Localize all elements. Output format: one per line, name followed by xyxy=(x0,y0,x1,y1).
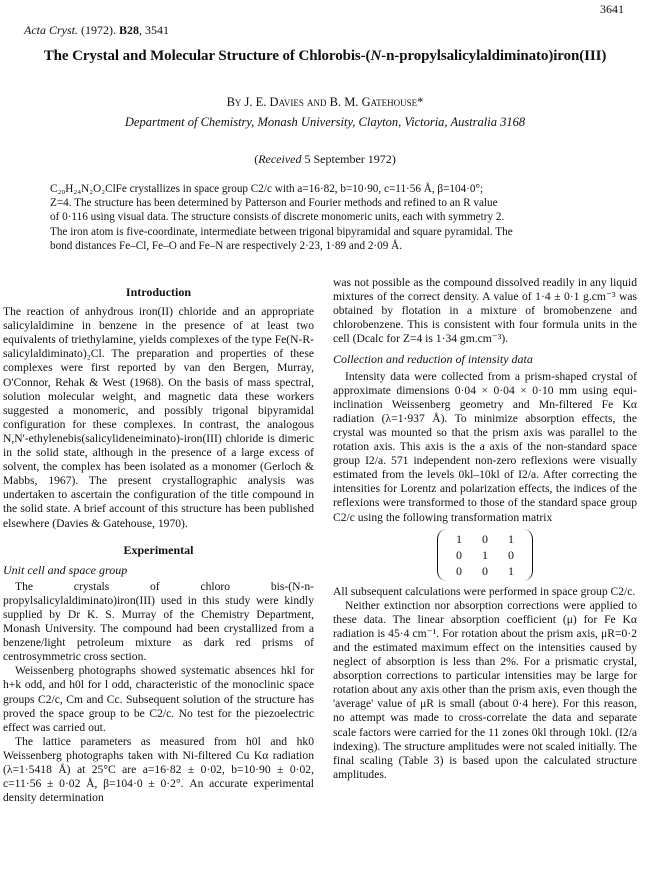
matrix-cell: 0 xyxy=(456,563,462,578)
heading-introduction: Introduction xyxy=(125,285,192,299)
received-label: Received xyxy=(258,152,302,166)
title-part-2: -n-propylsalicylaldiminato)iron(III) xyxy=(381,48,607,64)
abstract xyxy=(50,182,598,253)
transformation-matrix xyxy=(333,529,637,581)
abstract-line: Z=4. The structure has been determined by Patterson and Fourier methods and refined to an R value xyxy=(50,197,498,210)
received-date: (Received 5 September 1972) xyxy=(254,152,396,166)
matrix-cell: 1 xyxy=(508,531,514,546)
paragraph: The lattice parameters as measured from h0l and hk0 Weissenberg photographs taken with Ni-filtered Cu Kα radiation (λ=1·5418 Å) at 25°C are a=16·82 ± 0·02, b=10·90 ± 0·02, c=11·56 ± 0·02 Å, β=104·0 ± 0·2°. An accurate experimental density determination xyxy=(3,734,314,805)
abstract-line: bond distances Fe–Cl, Fe–O and Fe–N are respectively 2·23, 1·89 and 2·09 Å. xyxy=(50,239,403,252)
right-column xyxy=(333,276,637,782)
abstract-line: C₂₀H₂₄N₂O₂ClFe crystallizes in space group C2/c with a=16·82, b=10·90, c=11·56 Å, β=104·0°; xyxy=(50,183,484,195)
matrix-cell: 0 xyxy=(456,547,462,562)
intro-paragraph: The reaction of anhydrous iron(II) chloride and an appropriate salicylaldimine in benzene in the presence of at least two equivalents of triethylamine, yields complexes of the type Fe(N-R-salicylaldiminato)₂Cl. The preparation and properties of these complexes were first reported by van den Bergen, Murray, O'Connor, Rehak & West (1968). On the basis of mass spectral, solution molecular weight, and magnetic data these workers suggested a monomeric, and possibly trigonal bipyramidal configuration for these complexes. In contrast, the analogous N,N'-ethylenebis(salicylideneiminato)-iron(III) chloride is dimeric in the solid state, although in the presence of a large excess of solvent, the complex has been isolated as a monomer (Gerloch & Mabbs, 1967). The present crystallographic analysis was undertaken to ascertain the configuration of the title compound in the solid state. A brief account of this structure has been published elsewhere (Davies & Gatehouse, 1970). xyxy=(3,305,314,530)
matrix-cell: 1 xyxy=(482,547,488,562)
subheading-collection: Collection and reduction of intensity data xyxy=(333,352,533,367)
article-title xyxy=(10,48,640,65)
matrix-cell: 0 xyxy=(508,547,514,562)
paragraph: The crystals of chloro bis-(N-n-propylsalicylaldiminato)iron(III) used in this study were kindly supplied by Dr K. S. Murray of the Chemistry Department, Monash University. The compound had been crystallized from a benzene/light petroleum mixture as dark red prisms of centrosymmetric cross section. xyxy=(3,579,314,664)
affiliation: Department of Chemistry, Monash University, Clayton, Victoria, Australia 3168 xyxy=(124,115,526,129)
paragraph: Intensity data were collected from a prism-shaped crystal of approximate dimensions 0·04 × 0·04 × 0·10 mm using equi-inclination Weissenberg geometry and Mn-filtered Fe Kα radiation (λ=1·937 Å). To minimize absorption effects, the crystal was mounted so that the prism axis was parallel to the rotation axis. This axis is the a axis of the non-standard space group I2/a. 571 independent non-zero reflexions were visually estimated from the levels 0kl–10kl of I2/a. After correcting the intensities for Lorentz and polarization effects, the indices of the reflexions were transformed to those of the standard space group C2/c using the following transformation matrix xyxy=(333,369,637,524)
abstract-line: of 0·116 using visual data. The structure consists of discrete monomeric units, each with symmetry 2. xyxy=(50,211,505,224)
matrix-cell: 0 xyxy=(482,563,488,578)
paragraph: Weissenberg photographs showed systematic absences hkl for h+k odd, and h0l for l odd, characteristic of the monoclinic space groups C2/c, Cm and Cc. Subsequent solution of the structure has proved the space group to be C2/c. No test for the piezoelectric effect was carried out. xyxy=(3,664,314,734)
paragraph: was not possible as the compound dissolved readily in any liquid mixtures of the correct density. A value of 1·4 ± 0·1 g.cm⁻³ was obtained by flotation in a mixture of bromobenzene and chlorobenzene. This is consistent with four formula units in the cell (Dcalc for Z=4 is 1·34 gm.cm⁻³). xyxy=(333,276,637,346)
authors: By J. E. Davies and B. M. Gatehouse* xyxy=(226,95,424,109)
citation-year: (1972). xyxy=(78,23,119,37)
paragraph: All subsequent calculations were performed in space group C2/c. xyxy=(333,584,636,598)
page-number: 3641 xyxy=(600,2,624,16)
journal-name: Acta Cryst. xyxy=(24,23,78,37)
title-italic: N xyxy=(370,48,382,64)
heading-experimental: Experimental xyxy=(123,542,194,557)
matrix-cell: 1 xyxy=(508,563,514,578)
citation-page: , 3541 xyxy=(139,23,170,37)
paragraph: Neither extinction nor absorption corrections were applied to these data. The linear absorption coefficient (μ) for Fe Kα radiation is 45·4 cm⁻¹. For rotation about the prism axis, μR=0·2 and the estimated maximum effect on the intensities caused by neglect of absorption is less than 2%. For a prismatic crystal, absorption corrections to particular intensities may be large for rotation about any axis other than the prism axis, even though the 'average' value of μR is small (about 0·4 here). For this reason, no attempt was made to cross-correlate the data and separate scale factors were carried for the 11 zones 0kl through 10kl. (I2/a indexing). The structure amplitudes were not scaled initially. The final scaling (Table 3) is based upon the calculated structure amplitudes. xyxy=(333,598,637,781)
left-column xyxy=(3,280,314,805)
title-part-1: The Crystal and Molecular Structure of Chlorobis-( xyxy=(43,48,371,64)
subheading-unit-cell: Unit cell and space group xyxy=(3,562,128,577)
citation-volume: B28 xyxy=(119,23,140,37)
matrix-cell: 0 xyxy=(482,531,488,546)
received-value: 5 September 1972 xyxy=(301,152,392,166)
abstract-line: The iron atom is five-coordinate, intermediate between trigonal bipyramidal and square pyramidal. The xyxy=(50,225,513,238)
matrix-cell: 1 xyxy=(456,531,462,546)
citation xyxy=(24,23,169,38)
